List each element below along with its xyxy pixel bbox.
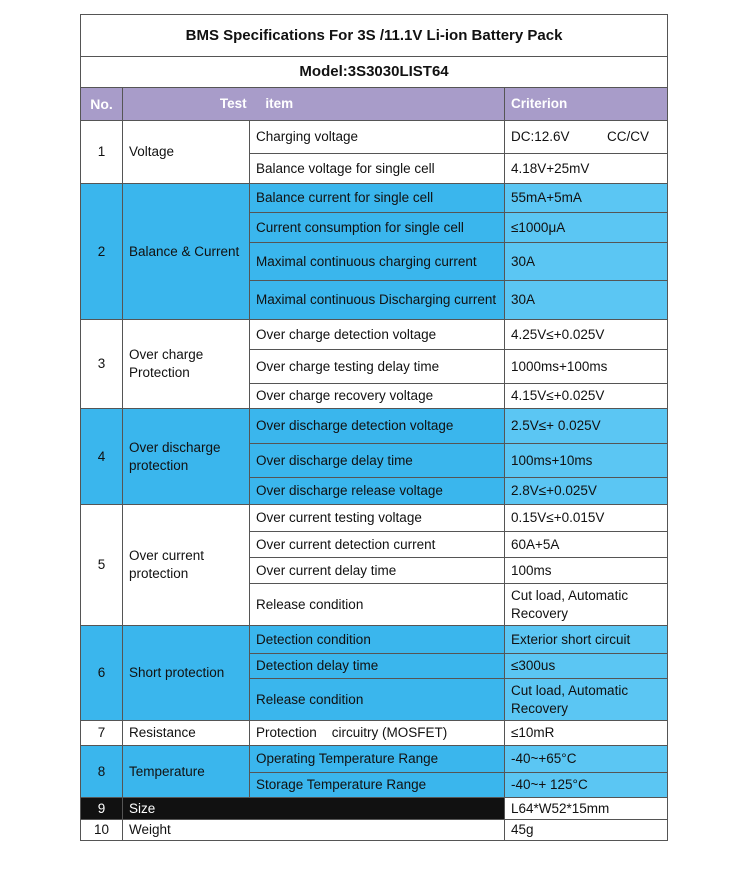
test-name: Detection condition — [250, 626, 505, 654]
group-number: 10 — [81, 820, 123, 841]
test-name: Release condition — [250, 679, 505, 721]
test-name: Over current detection current — [250, 532, 505, 558]
test-name: Detection delay time — [250, 654, 505, 679]
test-name: Over discharge delay time — [250, 444, 505, 478]
group-item: Short protection — [123, 626, 250, 721]
criterion-value: 2.5V≤+ 0.025V — [505, 409, 668, 444]
test-name: Maximal continuous charging current — [250, 243, 505, 281]
spec-row — [81, 798, 668, 820]
group-number: 1 — [81, 121, 123, 184]
bms-spec-sheet — [80, 14, 667, 841]
group-item: Resistance — [123, 721, 250, 746]
criterion-value: 60A+5A — [505, 532, 668, 558]
criterion-value: ≤10mR — [505, 721, 668, 746]
group-item: Temperature — [123, 746, 250, 798]
spec-table — [80, 14, 668, 841]
criterion-value: Cut load, Automatic Recovery — [505, 679, 668, 721]
header-test-item: Test item — [123, 88, 505, 121]
group-number: 6 — [81, 626, 123, 721]
group-item: Size — [123, 798, 505, 820]
group-item: Voltage — [123, 121, 250, 184]
spec-row — [81, 505, 668, 532]
test-name: Current consumption for single cell — [250, 213, 505, 243]
test-name: Over charge testing delay time — [250, 350, 505, 384]
group-number: 5 — [81, 505, 123, 626]
sheet-title: BMS Specifications For 3S /11.1V Li-ion Battery Pack — [81, 15, 668, 57]
group-number: 8 — [81, 746, 123, 798]
group-item: Weight — [123, 820, 505, 841]
criterion-value: ≤300us — [505, 654, 668, 679]
criterion-value: 4.15V≤+0.025V — [505, 384, 668, 409]
test-name: Storage Temperature Range — [250, 773, 505, 798]
test-name: Over discharge detection voltage — [250, 409, 505, 444]
criterion-value: DC:12.6V CC/CV — [505, 121, 668, 154]
test-name: Over discharge release voltage — [250, 478, 505, 505]
spec-row — [81, 746, 668, 773]
spec-row — [81, 820, 668, 841]
group-number: 7 — [81, 721, 123, 746]
criterion-value: 4.18V+25mV — [505, 154, 668, 184]
criterion-value: 55mA+5mA — [505, 184, 668, 213]
group-number: 3 — [81, 320, 123, 409]
spec-row — [81, 721, 668, 746]
spec-row — [81, 409, 668, 444]
group-number: 4 — [81, 409, 123, 505]
test-name: Over current delay time — [250, 558, 505, 584]
spec-row — [81, 184, 668, 213]
criterion-value: 2.8V≤+0.025V — [505, 478, 668, 505]
criterion-value: 30A — [505, 243, 668, 281]
criterion-value: 100ms — [505, 558, 668, 584]
test-name: Charging voltage — [250, 121, 505, 154]
header-no: No. — [81, 88, 123, 121]
criterion-value: L64*W52*15mm — [505, 798, 668, 820]
group-number: 9 — [81, 798, 123, 820]
criterion-value: Cut load, Automatic Recovery — [505, 584, 668, 626]
criterion-value: -40~+ 125°C — [505, 773, 668, 798]
criterion-value: ≤1000μA — [505, 213, 668, 243]
test-name: Balance voltage for single cell — [250, 154, 505, 184]
criterion-value: 45g — [505, 820, 668, 841]
test-name: Over charge recovery voltage — [250, 384, 505, 409]
model-number: Model:3S3030LIST64 — [81, 57, 668, 88]
criterion-value: 4.25V≤+0.025V — [505, 320, 668, 350]
test-name: Balance current for single cell — [250, 184, 505, 213]
group-item: Over discharge protection — [123, 409, 250, 505]
test-name: Release condition — [250, 584, 505, 626]
spec-row — [81, 320, 668, 350]
test-name: Maximal continuous Discharging current — [250, 281, 505, 320]
test-name: Protection circuitry (MOSFET) — [250, 721, 505, 746]
criterion-value: -40~+65°C — [505, 746, 668, 773]
spec-row — [81, 121, 668, 154]
group-item: Balance & Current — [123, 184, 250, 320]
criterion-value: 100ms+10ms — [505, 444, 668, 478]
criterion-value: Exterior short circuit — [505, 626, 668, 654]
group-item: Over charge Protection — [123, 320, 250, 409]
test-name: Over current testing voltage — [250, 505, 505, 532]
group-number: 2 — [81, 184, 123, 320]
criterion-value: 1000ms+100ms — [505, 350, 668, 384]
test-name: Operating Temperature Range — [250, 746, 505, 773]
criterion-value: 30A — [505, 281, 668, 320]
header-criterion: Criterion — [505, 88, 668, 121]
test-name: Over charge detection voltage — [250, 320, 505, 350]
group-item: Over current protection — [123, 505, 250, 626]
spec-row — [81, 626, 668, 654]
criterion-value: 0.15V≤+0.015V — [505, 505, 668, 532]
